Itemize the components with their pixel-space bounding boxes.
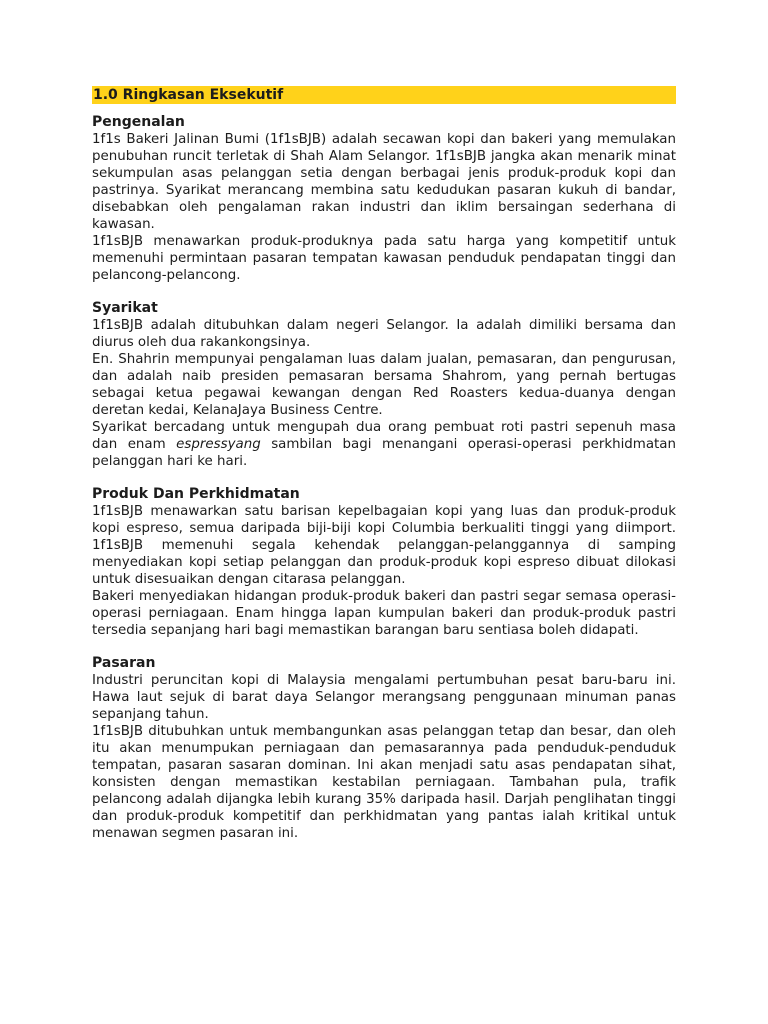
heading-pasaran: Pasaran — [92, 655, 156, 671]
paragraph-text: Syarikat bercadang untuk mengupah dua orang pembuat roti pastri sepenuh masa dan enam — [92, 420, 676, 452]
paragraph: Bakeri menyediakan hidangan produk-produk bakeri dan pastri segar semasa operasi-operasi perniagaan. Enam hingga lapan kumpulan bakeri dan produk-produk pastri tersedia sepanjang hari bagi memastikan barangan baru sentiasa boleh didapati. — [92, 589, 676, 638]
section-title: 1.0 Ringkasan Eksekutif — [92, 86, 676, 104]
section-pasaran — [92, 655, 676, 842]
paragraph: Industri peruncitan kopi di Malaysia mengalami pertumbuhan pesat baru-baru ini. Hawa laut sejuk di barat daya Selangor merangsang penggunaan minuman panas sepanjang tahun. — [92, 673, 676, 722]
paragraph-text: sambilan bagi menangani operasi-operasi perkhidmatan pelanggan hari ke hari. — [92, 437, 676, 469]
document-page — [92, 86, 676, 858]
heading-pengenalan: Pengenalan — [92, 114, 185, 130]
italic-term: espressyang — [176, 437, 261, 452]
paragraph: 1f1sBJB menawarkan produk-produknya pada satu harga yang kompetitif untuk memenuhi permintaan pasaran tempatan kawasan penduduk pendapatan tinggi dan pelancong-pelancong. — [92, 234, 676, 283]
paragraph: 1f1sBJB ditubuhkan untuk membangunkan asas pelanggan tetap dan besar, dan oleh itu akan menumpukan perniagaan dan pemasarannya pada penduduk-penduduk tempatan, pasaran sasaran dominan. Ini akan menjadi satu asas pendapatan sihat, konsisten dengan memastikan kestabilan perniagaan. Tambahan pula, trafik pelancong adalah dijangka lebih kurang 35% daripada hasil. Darjah penglihatan tinggi dan produk-produk kompetitif dan perkhidmatan yang pantas ialah kritikal untuk menawan segmen pasaran ini. — [92, 724, 676, 841]
paragraph: En. Shahrin mempunyai pengalaman luas dalam jualan, pemasaran, dan pengurusan, dan adalah naib presiden pemasaran bersama Shahrom, yang pernah bertugas sebagai ketua pegawai kewangan dengan Red Roasters kedua-duanya dengan deretan kedai, KelanaJaya Business Centre. — [92, 352, 676, 418]
paragraph: 1f1sBJB menawarkan satu barisan kepelbagaian kopi yang luas dan produk-produk kopi espreso, semua daripada biji-biji kopi Columbia berkualiti tinggi yang diimport. 1f1sBJB memenuhi segala kehendak pelanggan-pelanggannya di samping menyediakan kopi setiap pelanggan dan produk-produk kopi espreso dibuat dilokasi untuk disesuaikan dengan citarasa pelanggan. — [92, 504, 676, 587]
heading-syarikat: Syarikat — [92, 300, 158, 316]
heading-produk: Produk Dan Perkhidmatan — [92, 486, 300, 502]
section-syarikat — [92, 300, 676, 470]
paragraph: 1f1s Bakeri Jalinan Bumi (1f1sBJB) adalah secawan kopi dan bakeri yang memulakan penubuhan runcit terletak di Shah Alam Selangor. 1f1sBJB jangka akan menarik minat sekumpulan asas pelanggan setia dengan berbagai jenis produk-produk kopi dan pastrinya. Syarikat merancang membina satu kedudukan pasaran kukuh di bandar, disebabkan oleh pengalaman rakan industri dan iklim bersaingan sederhana di kawasan. — [92, 132, 676, 232]
section-produk — [92, 486, 676, 639]
paragraph: 1f1sBJB adalah ditubuhkan dalam negeri Selangor. Ia adalah dimiliki bersama dan diurus oleh dua rakankongsinya. — [92, 318, 676, 350]
section-pengenalan — [92, 114, 676, 284]
paragraph — [92, 419, 676, 470]
